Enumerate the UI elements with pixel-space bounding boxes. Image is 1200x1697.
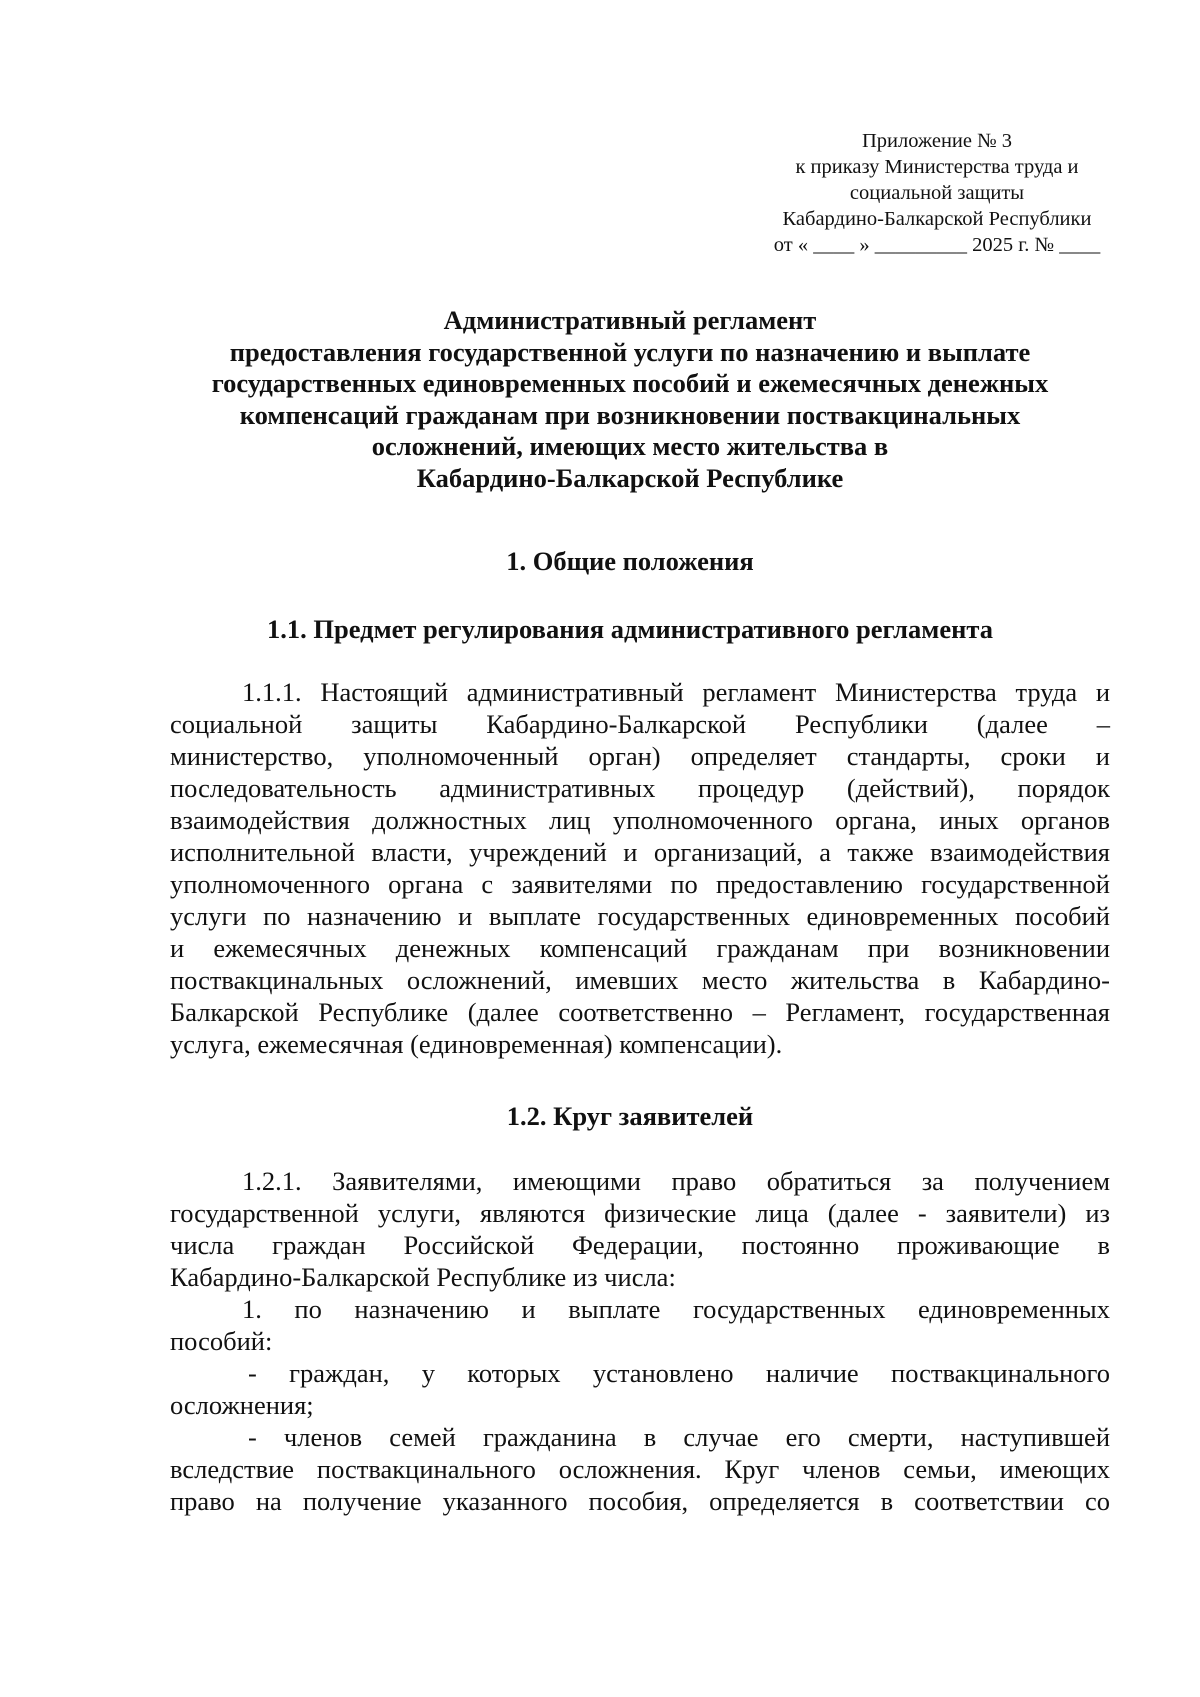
annex-ministry-line: социальной защиты (849, 182, 1025, 204)
paragraph-line: 1.1.1. Настоящий административный регламент Министерства труда и (242, 677, 1110, 707)
list-item-line: осложнения; (170, 1390, 314, 1420)
annex-date-number-line: от « ____ » _________ 2025 г. № ____ (773, 234, 1101, 256)
paragraph-line: социальной защиты Кабардино-Балкарской Республики (далее – (170, 709, 1110, 739)
paragraph-line: взаимодействия должностных лиц уполномоченного органа, иных органов (170, 805, 1110, 835)
section-heading-subject: 1.1. Предмет регулирования административного регламента (267, 614, 993, 644)
section-heading-applicants: 1.2. Круг заявителей (506, 1101, 754, 1131)
title-line: государственных единовременных пособий и ежемесячных денежных (211, 368, 1049, 398)
paragraph-line: 1.2.1. Заявителями, имеющими право обратиться за получением (242, 1166, 1110, 1196)
list-item-line: 1. по назначению и выплате государственных единовременных (242, 1294, 1110, 1324)
paragraph-line: уполномоченного органа с заявителями по предоставлению государственной (170, 869, 1110, 899)
title-line: Кабардино-Балкарской Республике (416, 462, 844, 493)
paragraph-1-1-1 (170, 676, 1110, 1060)
annex-order-line: к приказу Министерства труда и (795, 156, 1079, 178)
paragraph-line: услуга, ежемесячная (единовременная) компенсации). (170, 1029, 783, 1059)
list-item-line: - граждан, у которых установлено наличие поствакцинального (248, 1358, 1110, 1388)
paragraph-line: Балкарской Республике (далее соответственно – Регламент, государственная (170, 997, 1110, 1027)
paragraph-line: государственной услуги, являются физические лица (далее - заявители) из (170, 1198, 1110, 1228)
paragraph-line: числа граждан Российской Федерации, постоянно проживающие в (170, 1230, 1110, 1260)
paragraph-line: услуги по назначению и выплате государственных единовременных пособий (170, 901, 1110, 931)
list-item-line: пособий: (170, 1326, 273, 1356)
annex-number: Приложение № 3 (861, 130, 1013, 152)
annex-block (748, 128, 1126, 258)
title-line: Административный регламент (443, 305, 817, 335)
document-title (150, 305, 1110, 494)
list-item-line: вследствие поствакцинального осложнения. Круг членов семьи, имеющих (170, 1454, 1110, 1484)
title-line: компенсаций гражданам при возникновении поствакцинальных (239, 399, 1021, 430)
paragraph-line: поствакцинальных осложнений, имевших место жительства в Кабардино- (170, 965, 1110, 995)
list-item-line: право на получение указанного пособия, определяется в соответствии со (170, 1486, 1110, 1516)
paragraph-line: и ежемесячных денежных компенсаций гражданам при возникновении (170, 933, 1110, 963)
paragraph-line: последовательность административных процедур (действий), порядок (170, 773, 1110, 803)
section-heading-general: 1. Общие положения (506, 546, 754, 576)
title-line: осложнений, имеющих место жительства в (371, 431, 889, 461)
title-line: предоставления государственной услуги по назначению и выплате (229, 336, 1031, 367)
list-item-line: - членов семей гражданина в случае его смерти, наступившей (248, 1422, 1110, 1452)
paragraph-line: Кабардино-Балкарской Республике из числа: (170, 1262, 676, 1292)
annex-republic-line: Кабардино-Балкарской Республики (782, 208, 1092, 230)
paragraph-line: исполнительной власти, учреждений и организаций, а также взаимодействия (170, 837, 1110, 867)
paragraph-1-2-1 (170, 1165, 1110, 1517)
paragraph-line: министерство, уполномоченный орган) определяет стандарты, сроки и (170, 741, 1110, 771)
